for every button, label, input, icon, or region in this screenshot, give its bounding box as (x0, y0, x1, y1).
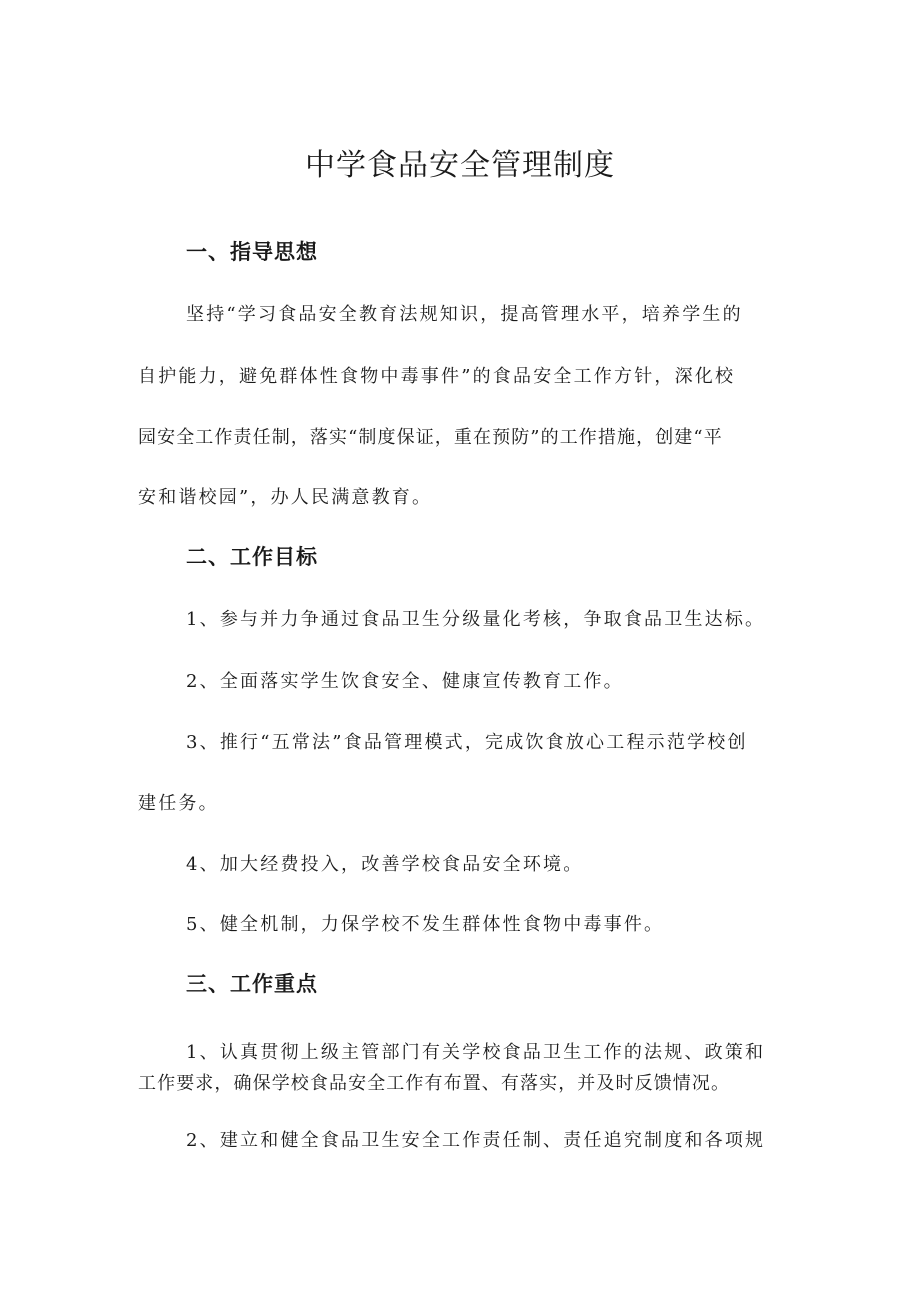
section-heading-work-focus: 三、工作重点 (186, 972, 318, 996)
section-heading-guiding-ideology: 一、指导思想 (186, 240, 318, 264)
section-heading-work-goals: 二、工作目标 (186, 545, 318, 569)
list-item: 2、建立和健全食品卫生安全工作责任制、责任追究制度和各项规 (186, 1130, 766, 1151)
list-item-continuation: 建任务。 (138, 793, 219, 814)
list-item: 1、参与并力争通过食品卫生分级量化考核，争取食品卫生达标。 (186, 609, 766, 630)
list-item: 1、认真贯彻上级主管部门有关学校食品卫生工作的法规、政策和 (186, 1042, 766, 1063)
paragraph-line: 园安全工作责任制，落实“制度保证，重在预防”的工作措施，创建“平 (138, 427, 723, 448)
document-title: 中学食品安全管理制度 (305, 148, 615, 183)
paragraph-line: 自护能力，避免群体性食物中毒事件”的食品安全工作方针，深化校 (138, 366, 736, 387)
list-item: 3、推行“五常法”食品管理模式，完成饮食放心工程示范学校创 (186, 732, 748, 753)
paragraph-line: 安和谐校园”，办人民满意教育。 (138, 487, 433, 508)
list-item-continuation: 工作要求，确保学校食品安全工作有布置、有落实，并及时反馈情况。 (138, 1073, 731, 1094)
list-item: 5、健全机制，力保学校不发生群体性食物中毒事件。 (186, 914, 665, 935)
list-item: 2、全面落实学生饮食安全、健康宣传教育工作。 (186, 671, 624, 692)
list-item: 4、加大经费投入，改善学校食品安全环境。 (186, 854, 584, 875)
paragraph-line: 坚持“学习食品安全教育法规知识，提高管理水平，培养学生的 (186, 304, 743, 325)
